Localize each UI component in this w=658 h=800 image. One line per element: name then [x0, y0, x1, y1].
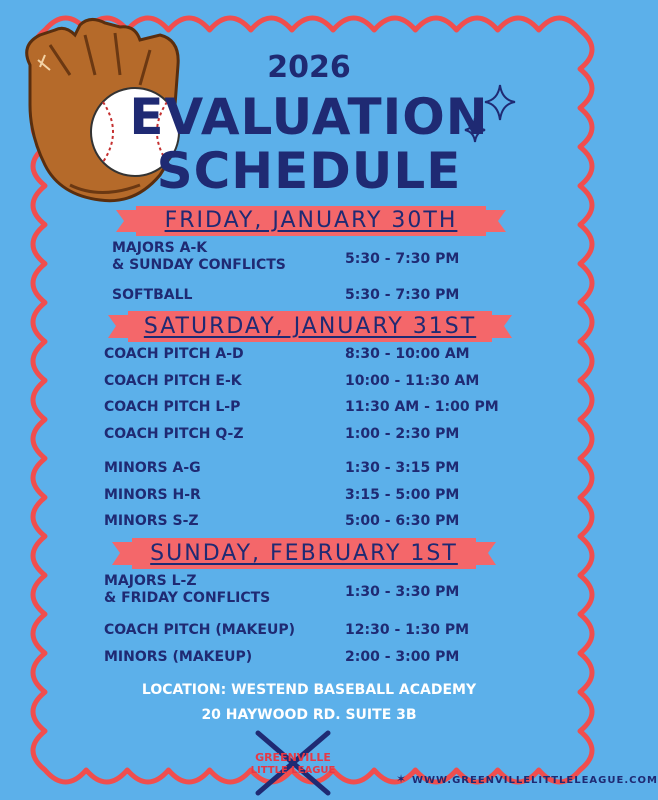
time-slot: 5:30 - 7:30 PM [345, 287, 460, 303]
year: 2026 [267, 50, 351, 85]
section-heading-saturday: SATURDAY, JANUARY 31ST [143, 314, 477, 339]
time-slot: 11:30 AM - 1:00 PM [345, 399, 499, 415]
time-slot: 10:00 - 11:30 AM [345, 373, 480, 389]
star-icon: ✶ [396, 772, 407, 786]
time-slot: 3:15 - 5:00 PM [345, 487, 460, 503]
time-slot: 1:30 - 3:15 PM [345, 460, 460, 476]
group-label: COACH PITCH L-P [104, 399, 241, 415]
group-label: MINORS (MAKEUP) [104, 649, 253, 665]
group-label: MINORS S-Z [104, 513, 199, 529]
group-label-sub: & SUNDAY CONFLICTS [112, 257, 286, 273]
group-label: SOFTBALL [112, 287, 193, 303]
group-label: MINORS H-R [104, 487, 201, 503]
group-label: COACH PITCH A-D [104, 346, 244, 362]
group-label: COACH PITCH (MAKEUP) [104, 622, 295, 638]
group-label: MAJORS A-K [112, 240, 208, 256]
group-label: COACH PITCH Q-Z [104, 426, 244, 442]
location-line1: LOCATION: WESTEND BASEBALL ACADEMY [141, 682, 477, 698]
page-title-line1: EVALUATION [129, 88, 489, 146]
time-slot: 1:30 - 3:30 PM [345, 584, 460, 600]
logo-text-2: LITTLE LEAGUE [250, 765, 336, 776]
website-link[interactable]: WWW.GREENVILLELITTLELEAGUE.COM [412, 775, 658, 786]
group-label-sub: & FRIDAY CONFLICTS [104, 590, 271, 606]
time-slot: 5:30 - 7:30 PM [345, 251, 460, 267]
section-heading-friday: FRIDAY, JANUARY 30TH [164, 208, 458, 233]
time-slot: 1:00 - 2:30 PM [345, 426, 460, 442]
time-slot: 2:00 - 3:00 PM [345, 649, 460, 665]
time-slot: 12:30 - 1:30 PM [345, 622, 470, 638]
section-heading-sunday: SUNDAY, FEBRUARY 1ST [150, 541, 458, 566]
location-line2: 20 HAYWOOD RD. SUITE 3B [201, 707, 417, 723]
group-label: MAJORS L-Z [104, 573, 197, 589]
logo-text-1: GREENVILLE [255, 751, 331, 764]
group-label: COACH PITCH E-K [104, 373, 242, 389]
time-slot: 8:30 - 10:00 AM [345, 346, 470, 362]
group-label: MINORS A-G [104, 460, 201, 476]
page-title-line2: SCHEDULE [156, 142, 462, 200]
time-slot: 5:00 - 6:30 PM [345, 513, 460, 529]
